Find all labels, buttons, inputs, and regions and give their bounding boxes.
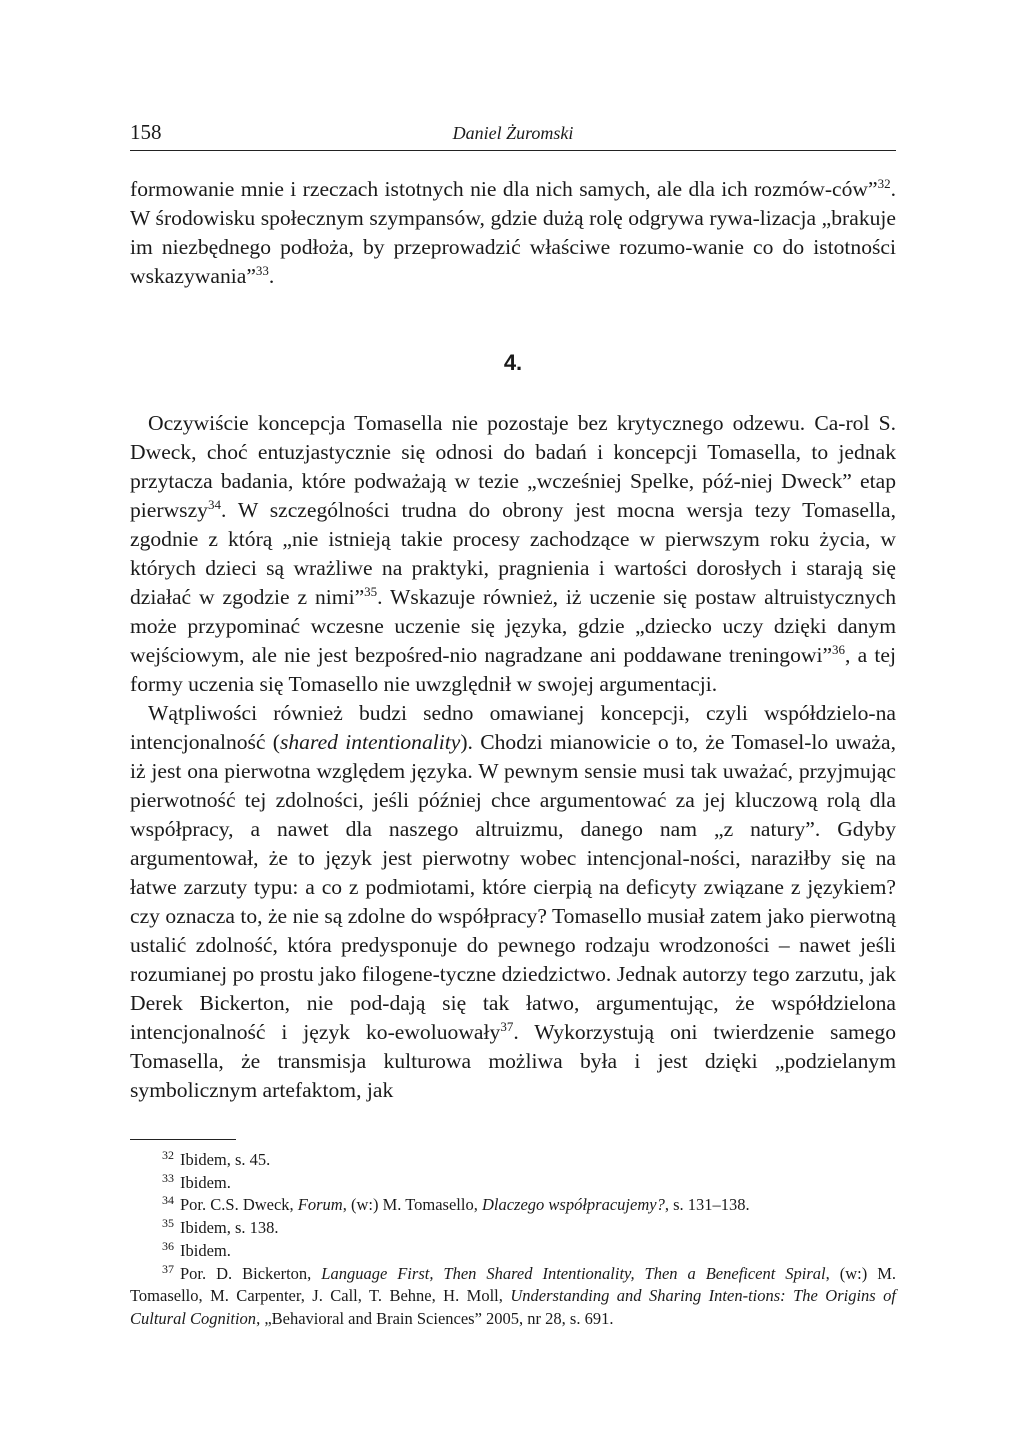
paragraph-3: [130, 699, 896, 1105]
footnote-number: 32: [162, 1148, 174, 1162]
footnote-text: , „Behavioral and Brain Sciences” 2005, nr 28, s. 691.: [256, 1308, 614, 1328]
footnote-text: , s. 131–138.: [664, 1195, 750, 1215]
footnote-37: [130, 1263, 896, 1331]
footnote-text: Por. D. Bickerton,: [180, 1263, 322, 1283]
footnote-text: Ibidem, s. 45.: [180, 1150, 271, 1169]
footnote-text: Ibidem.: [180, 1172, 231, 1192]
footnote-text: Por. C.S. Dweck,: [180, 1195, 298, 1215]
footnote-number: 34: [162, 1193, 174, 1208]
footnote-text: , (w:) M. Tomasello,: [342, 1195, 482, 1215]
footnote-title: Language First, Then Shared Intentionality, Then a Beneficent Spiral: [321, 1263, 826, 1283]
paragraph-2: [130, 409, 896, 699]
paragraph-2-text-a: Oczywiście koncepcja Tomasella nie pozostaje bez krytycznego odzewu. Ca-rol S. Dweck, choć entuzjastycznie się odnosi do badań i koncepcji Tomasella, to jednak przytacza badania, które podważają w tezie „wcześniej Spelke, póź-niej Dweck” etap pierwszy: [130, 411, 896, 522]
paragraph-3-text-a: Wątpliwości również budzi sedno omawianej koncepcji, czyli współdzielo-na intencjonalność (: [130, 701, 896, 754]
footnote-ref-35[interactable]: 35: [364, 584, 378, 599]
footnote-text: Ibidem, s. 138.: [180, 1218, 279, 1238]
footnote-35: [130, 1217, 896, 1240]
footnote-number: 33: [162, 1170, 174, 1185]
paragraph-2-text-c: . Wskazuje również, iż uczenie się postaw altruistycznych może przypominać wczesne uczenie się języka, gdzie „dziecko uczy dzięki danym wejściowym, ale nie jest bezpośred-nio nagradzane ani poddawane treningowi”: [130, 585, 896, 667]
section-heading: 4.: [503, 350, 523, 375]
footnote-33: [130, 1172, 896, 1195]
footnotes: [130, 1149, 896, 1331]
paragraph-1-text-c: .: [268, 264, 275, 288]
paragraph-2-text-d: , a tej formy uczenia się Tomasello nie uwzględnił w swojej argumentacji.: [130, 643, 896, 696]
running-head: [130, 118, 896, 151]
paragraph-1-text-a: formowanie mnie i rzeczach istotnych nie dla nich samych, ale dla ich rozmów-ców”: [130, 177, 878, 201]
footnote-36: [130, 1240, 896, 1263]
footnote-title: Dlaczego współpracujemy?: [481, 1195, 665, 1215]
footnote-number: 35: [162, 1216, 174, 1231]
footnote-title: Understanding and Sharing Inten-tions: The Origins of Cultural Cognition: [130, 1286, 896, 1328]
paragraph-3-text-c: . Wykorzystują oni twierdzenie samego Tomasella, że transmisja kulturowa możliwa była i jest dzięki „podzielanym symbolicznym artefaktom, jak: [130, 1020, 897, 1102]
footnote-ref-32[interactable]: 32: [877, 176, 891, 191]
paragraph-3-italic-term: shared intentionality: [279, 730, 461, 754]
footnote-text: , (w:) M. Tomasello, M. Carpenter, J. Call, T. Behne, H. Moll,: [130, 1263, 896, 1306]
paragraph-3-text-b: ). Chodzi mianowicie o to, że Tomasel-lo uważa, iż jest ona pierwotna względem języka. W pewnym sensie musi tak uważać, przyjmując pierwotność tej zdolności, jeśli później chce argumentować za jej kluczową rolą dla współpracy, a nawet dla naszego altruizmu, danego nam „z natury”. Gdyby argumentował, że to język jest pierwotny wobec intencjonal-ności, naraziłby się na łatwe zarzuty typu: a co z podmiotami, które cierpią na deficyty związane z językiem? czy oznacza to, że nie są zdolne do współpracy? Tomasello musiał zatem jako pierwotną ustalić zdolność, która predysponuje do pewnego rodzaju wrodzoności – nawet jeśli rozumianej po prostu jako filogene-tyczne dziedzictwo. Jednak autorzy tego zarzutu, jak Derek Bickerton, nie pod-dają się tak łatwo, argumentując, że współdzielona intencjonalność i język ko-ewoluowały: [130, 730, 897, 1044]
footnote-number: 37: [162, 1261, 174, 1276]
paragraph-2-text-b: . W szczególności trudna do obrony jest mocna wersja tezy Tomasella, zgodnie z którą „nie istnieją takie procesy zachodzące w pierwszym roku życia, w których dzieci są wrażliwe na praktyki, pragnienia i wartości dorosłych i starają się działać w zgodzie z nimi”: [130, 498, 896, 609]
paragraph-1-text-b: . W środowisku społecznym szympansów, gdzie dużą rolę odgrywa rywa-lizacja „brakuje im niezbędnego podłoża, by przeprowadzić właściwe rozumo-wanie co do istotności wskazywania”: [130, 177, 896, 288]
footnote-ref-36[interactable]: 36: [832, 642, 846, 657]
footnote-separator: [130, 1139, 236, 1140]
main-text: [130, 175, 896, 1105]
footnote-ref-37[interactable]: 37: [500, 1019, 514, 1034]
paragraph-1: [130, 175, 896, 291]
footnote-ref-34[interactable]: 34: [207, 497, 221, 512]
footnote-text: Ibidem.: [180, 1240, 231, 1260]
footnote-ref-33[interactable]: 33: [255, 263, 269, 278]
footnote-number: 36: [162, 1238, 174, 1253]
footnote-34: [130, 1194, 896, 1217]
page-number: 158: [130, 120, 162, 144]
footnote-title: Forum: [297, 1195, 343, 1215]
footnote-32: [130, 1149, 896, 1172]
running-head-author: Daniel Żuromski: [452, 123, 574, 143]
